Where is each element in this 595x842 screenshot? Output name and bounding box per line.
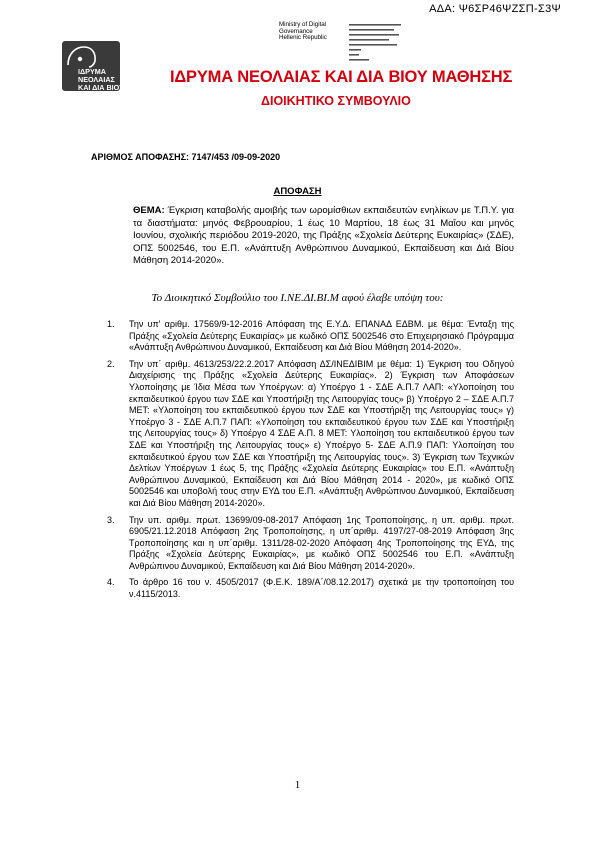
considerations-list [107,319,514,606]
signature-stamp-icon [334,22,424,62]
logo-line: ΜΑΘΗΣΗΣ [78,90,114,100]
ministry-line: Governance [279,27,313,35]
list-item-number: 2. [107,358,115,369]
ministry-line: Ministry of Digital [279,21,327,28]
list-item-text: Την υπ' αριθμ. 17569/9-12-2016 Απόφαση της Ε.Υ.Δ. ΕΠΑΝΑΔ ΕΔΒΜ. με θέμα: Ένταξη της Πράξης «Σχολεία Δεύτερης Ευκαιρίας» με κωδικό ΟΠΣ 5002546 στο Επιχειρησιακό Πρόγραμμα «Ανάπτυξη Ανθρώπινου Δυναμικού, Εκπαίδευση και Διά Βίου Μάθηση 2014-2020». [129,319,514,353]
list-item-number: 1. [107,319,115,329]
intro-line: Το Διοικητικό Συμβούλιο του Ι.ΝΕ.ΔΙ.ΒΙ.Μ αφού έλαβε υπόψη του: [151,292,444,304]
ada-code: ΑΔΑ: Ψ6ΣΡ46ΨΖΣΠ-Σ3Ψ [429,3,561,15]
decision-number: ΑΡΙΘΜΟΣ ΑΠΟΦΑΣΗΣ: 7147/453 /09-09-2020 [91,152,281,162]
logo-line: ΚΑΙ ΔΙΑ ΒΙΟΥ [78,82,124,92]
logo-line: ΝΕΟΛΑΙΑΣ [78,74,115,84]
ministry-stamp [279,22,327,42]
logo-line: ΙΔΡΥΜΑ [78,67,106,76]
list-item-text: Την υπ. αριθμ. πρωτ. 13699/09-08-2017 Απόφαση 1ης Τροποποίησης, η υπ. αριθμ. πρωτ. 6905/21.12.2018 Απόφαση 2ης Τροποποίησης, η υπ΄αριθμ. 4197/27-08-2019 Απόφαση 3ης Τροποποίησης και η υπ΄αριθμ. 1311/28-02-2020 Απόφαση 4ης Τροποποίησης της ΕΥΔ, της Πράξης «Σχολεία Δεύτερης Ευκαιρίας», με κωδικό ΟΠΣ 5002546 του Ε.Π. «Ανάπτυξη Ανθρώπινου Δυναμικού, Εκπαίδευση και Διά Βίου Μάθηση 2014-2020». [129,514,514,571]
list-item [107,515,514,573]
list-item [107,359,514,510]
decision-heading: ΑΠΟΦΑΣΗ [273,186,322,197]
logo-text [78,68,124,99]
page-title: ΙΔΡΥΜΑ ΝΕΟΛΑΙΑΣ ΚΑΙ ΔΙΑ ΒΙΟΥ ΜΑΘΗΣΗΣ [170,68,513,86]
subject-paragraph [133,205,514,268]
list-item-number: 3. [107,514,115,525]
list-item-text: Το άρθρο 16 του ν. 4505/2017 (Φ.Ε.Κ. 189/Α΄/08.12.2017) σχετικά με την τροποποίηση του ν.4115/2013. [129,577,514,600]
page-subtitle: ΔΙΟΙΚΗΤΙΚΟ ΣΥΜΒΟΥΛΙΟ [261,94,411,108]
list-item-number: 4. [107,577,115,588]
ministry-line: Hellenic Republic [279,34,327,42]
subject-text: Έγκριση καταβολής αμοιβής των ωρομίσθιων εκπαιδευτών ενηλίκων με Τ.Π.Υ. για τα διαστήματα: μηνός Φεβρουαρίου, 1 έως 10 Μαρτίου, 18 έως 31 Μαΐου και μηνός Ιουνίου, σχολικής περιόδου 2019-2020, της Πράξης «Σχολεία Δεύτερης Ευκαιρίας» (ΣΔΕ), ΟΠΣ 5002546, του Ε.Π. «Ανάπτυξη Ανθρώπινου Δυναμικού, Εκπαίδευση και Διά Βίου Μάθηση 2014-2020». [133,205,514,266]
subject-label: ΘΕΜΑ: [133,205,165,216]
list-item [107,577,514,600]
list-item [107,319,514,354]
list-item-text: Την υπ΄ αριθμ. 4613/253/22.2.2017 Απόφαση ΔΣ/ΙΝΕΔΙΒΙΜ με θέμα: 1) Έγκριση του Οδηγού Διαχείρισης της Πράξης «Σχολεία Δεύτερης Ευκαιρίας». 2) Έγκριση των Αποφάσεων Υλοποίησης με Ίδια Μέσα των Υποέργων: α) Υποέργο 1 - ΣΔΕ Α.Π.7 ΛΑΠ: «Υλοποίηση του εκπαιδευτικού έργου των ΣΔΕ και Υποστήριξη της Λειτουργίας τους» β) Υποέργο 2 – ΣΔΕ Α.Π.7 ΜΕΤ: «Υλοποίηση του εκπαιδευτικού έργου των ΣΔΕ και Υποστήριξη της Λειτουργίας τους» γ) Υποέργο 3 - ΣΔΕ Α.Π.7 ΠΑΠ: «Υλοποίηση του εκπαιδευτικού έργου των ΣΔΕ και Υποστήριξη της Λειτουργίας τους» δ) Υποέργο 4 ΣΔΕ Α.Π. 8 ΜΕΤ: Υλοποίηση του εκπαιδευτικού έργου των ΣΔΕ και Υποστήριξη της Λειτουργίας τους» ε) Υποέργο 5- ΣΔΕ Α.Π.9 ΠΑΠ: Υλοποίηση του εκπαιδευτικού έργου των ΣΔΕ και Υποστήριξη της Λειτουργίας τους». 3) Έγκριση των Τεχνικών Δελτίων Υποέργων 1 έως 5, της Πράξης «Σχολεία Δεύτερης Ευκαιρίας» του Ε.Π. «Ανάπτυξη Ανθρώπινου Δυναμικού, Εκπαίδευση και Διά Βίου Μάθηση 2014 - 2020», με κωδικό ΟΠΣ 5002546 και υποβολή τους στην ΕΥΔ του Ε.Π. «Ανάπτυξη Ανθρώπινου Δυναμικού, Εκπαίδευση και Διά Βίου Μάθηση 2014-2020». [129,358,514,508]
page-number: 1 [294,779,301,791]
